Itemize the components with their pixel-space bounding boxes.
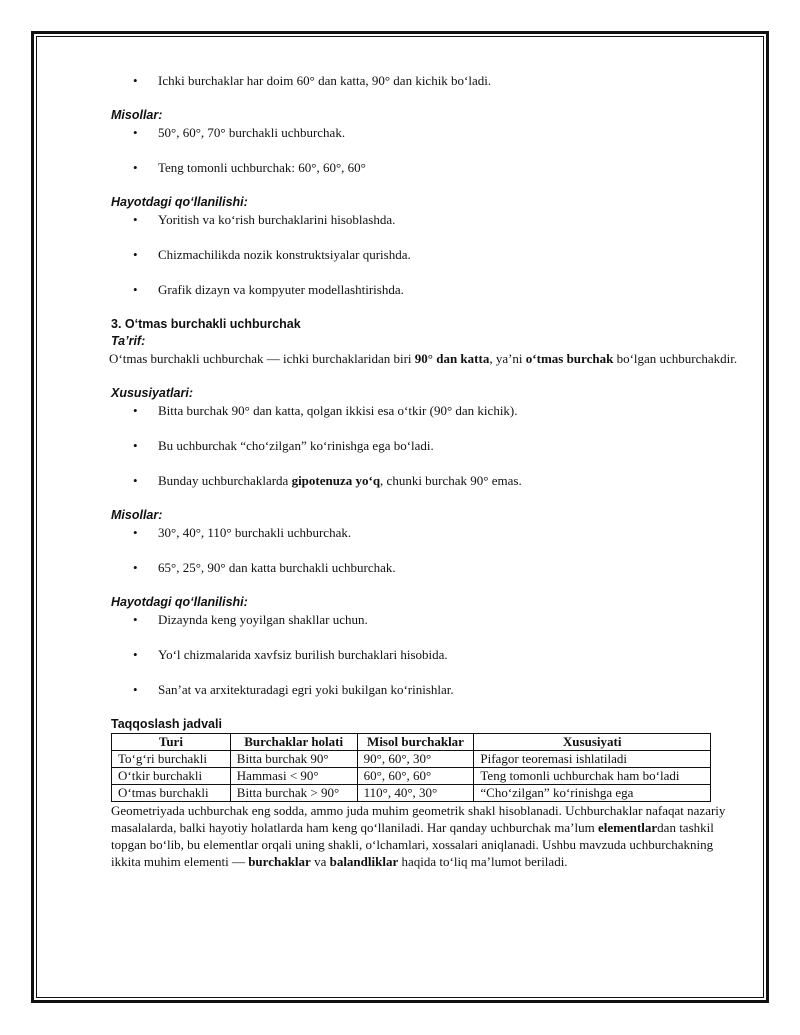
list-item-text: Yoritish va ko‘rish burchaklarini hisoblashda. <box>158 212 396 227</box>
list-item-text: Dizaynda keng yoyilgan shakllar uchun. <box>158 612 368 627</box>
table-row <box>112 751 711 768</box>
list-item <box>111 646 741 663</box>
bullet-icon: • <box>133 560 138 575</box>
table-row <box>112 785 711 802</box>
column-header: Turi <box>112 734 231 751</box>
table-cell: Bitta burchak 90° <box>230 751 357 768</box>
bullet-icon: • <box>133 682 138 697</box>
table-cell: 60°, 60°, 60° <box>357 768 474 785</box>
list-item <box>111 402 741 419</box>
text-run: , chunki burchak 90° emas. <box>380 473 522 488</box>
list-item-text: 65°, 25°, 90° dan katta burchakli uchburchak. <box>158 560 396 575</box>
bullet-icon: • <box>133 125 138 140</box>
list-item-text: Teng tomonli uchburchak: 60°, 60°, 60° <box>158 160 366 175</box>
list-item-text: Grafik dizayn va kompyuter modellashtirishda. <box>158 282 404 297</box>
list-item <box>111 681 741 698</box>
bullet-icon: • <box>133 647 138 662</box>
bullet-icon: • <box>133 247 138 262</box>
bold-text: 90° dan katta <box>414 351 490 366</box>
comparison-table <box>111 733 711 802</box>
section-heading: Misollar: <box>111 508 163 522</box>
section-heading: Ta’rif: <box>111 334 146 348</box>
text-run: dan tashkil topgan bo‘lib, bu elementlar orqali uning shakli, o‘lchamlari, xossalari aniqlanadi. Ushbu mavzuda uchburchakning ikkita muhim elementi — <box>111 820 714 869</box>
table-cell: 90°, 60°, 30° <box>357 751 474 768</box>
bullet-icon: • <box>133 73 138 88</box>
list-item-text: San’at va arxitekturadagi egri yoki bukilgan ko‘rinishlar. <box>158 682 454 697</box>
text-run: Bunday uchburchaklarda <box>158 473 292 488</box>
list-item <box>111 211 741 228</box>
table-cell: 110°, 40°, 30° <box>357 785 474 802</box>
table-cell: O‘tmas burchakli <box>112 785 231 802</box>
list-item <box>111 524 741 541</box>
column-header: Xususiyati <box>474 734 711 751</box>
table-cell: O‘tkir burchakli <box>112 768 231 785</box>
bullet-icon: • <box>133 282 138 297</box>
list-item-text: 30°, 40°, 110° burchakli uchburchak. <box>158 525 352 540</box>
list-item <box>111 72 741 89</box>
text-run: va <box>310 854 330 869</box>
section-heading: Hayotdagi qo‘llanilishi: <box>111 595 248 609</box>
list-item-text: 50°, 60°, 70° burchakli uchburchak. <box>158 125 346 140</box>
definition-paragraph <box>109 350 741 367</box>
section-title: 3. O‘tmas burchakli uchburchak <box>111 317 301 331</box>
table-cell: “Cho‘zilgan” ko‘rinishga ega <box>474 785 711 802</box>
bold-text: burchaklar <box>248 854 311 869</box>
closing-paragraph <box>111 802 741 870</box>
bullet-icon: • <box>133 612 138 627</box>
list-item <box>111 281 741 298</box>
bold-text: balandliklar <box>329 854 399 869</box>
column-header: Burchaklar holati <box>230 734 357 751</box>
text-run: , ya’ni <box>489 351 526 366</box>
list-item-text: Bu uchburchak “cho‘zilgan” ko‘rinishga ega bo‘ladi. <box>158 438 434 453</box>
text-run: bo‘lgan uchburchakdir. <box>613 351 738 366</box>
text-run: O‘tmas burchakli uchburchak — ichki burchaklaridan biri <box>109 351 415 366</box>
section-heading: Misollar: <box>111 108 163 122</box>
table-cell: Teng tomonli uchburchak ham bo‘ladi <box>474 768 711 785</box>
bullet-icon: • <box>133 160 138 175</box>
table-title: Taqqoslash jadvali <box>111 717 222 731</box>
bold-text: elementlar <box>597 820 658 835</box>
section-heading: Hayotdagi qo‘llanilishi: <box>111 195 248 209</box>
bullet-icon: • <box>133 473 138 488</box>
table-cell: Hammasi < 90° <box>230 768 357 785</box>
list-item <box>111 124 741 141</box>
list-item <box>111 159 741 176</box>
list-item-text: Bitta burchak 90° dan katta, qolgan ikkisi esa o‘tkir (90° dan kichik). <box>158 403 518 418</box>
bullet-icon: • <box>133 525 138 540</box>
list-item-text: Chizmachilikda nozik konstruktsiyalar qurishda. <box>158 247 411 262</box>
bullet-icon: • <box>133 403 138 418</box>
bullet-icon: • <box>133 438 138 453</box>
table-cell: Pifagor teoremasi ishlatiladi <box>474 751 711 768</box>
table-header-row <box>112 734 711 751</box>
bold-text: gipotenuza yo‘q <box>291 473 381 488</box>
list-item-text: Ichki burchaklar har doim 60° dan katta, 90° dan kichik bo‘ladi. <box>158 73 492 88</box>
table-cell: To‘g‘ri burchakli <box>112 751 231 768</box>
column-header: Misol burchaklar <box>357 734 474 751</box>
table-cell: Bitta burchak > 90° <box>230 785 357 802</box>
list-item <box>111 246 741 263</box>
bullet-icon: • <box>133 212 138 227</box>
text-run: Geometriyada uchburchak eng sodda, ammo juda muhim geometrik shakl hisoblanadi. Uchburchaklar nafaqat nazariy masalalarda, balki hayotiy holatlarda ham keng qo‘llaniladi. Har qanday uchburchak ma’lum <box>111 803 726 835</box>
list-item <box>111 437 741 454</box>
text-run: haqida to‘liq ma’lumot beriladi. <box>398 854 568 869</box>
list-item <box>111 472 741 489</box>
list-item <box>111 611 741 628</box>
table-row <box>112 768 711 785</box>
list-item-text: Yo‘l chizmalarida xavfsiz burilish burchaklari hisobida. <box>158 647 448 662</box>
bold-text: o‘tmas burchak <box>525 351 614 366</box>
document-content <box>111 72 741 870</box>
list-item <box>111 559 741 576</box>
section-heading: Xususiyatlari: <box>111 386 193 400</box>
